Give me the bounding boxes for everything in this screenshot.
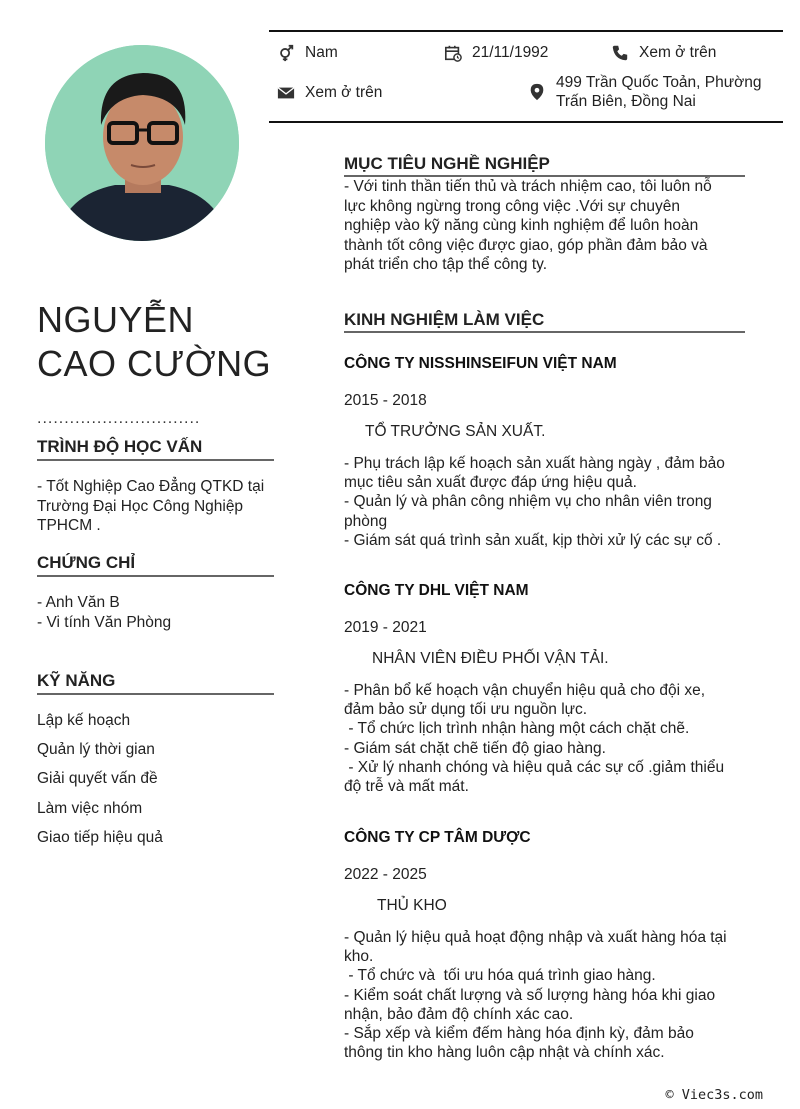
- education-line: TPHCM .: [37, 517, 101, 534]
- footer-credit[interactable]: © Viec3s.com: [665, 1087, 763, 1103]
- certificates-section: [37, 552, 274, 632]
- full-name: [37, 298, 271, 386]
- mail-icon: [276, 83, 296, 103]
- certificates-title: CHỨNG CHỈ: [37, 552, 274, 577]
- job-duty-line: nhận, bảo đảm độ chính xác cao.: [344, 1005, 574, 1023]
- objective-line: nghiệp vào kỹ năng cùng kinh nghiệm để luôn hoàn: [344, 217, 699, 234]
- email-info: [276, 83, 382, 103]
- skills-title: KỸ NĂNG: [37, 670, 274, 695]
- profile-photo-illustration: [45, 45, 239, 241]
- phone-info: [610, 43, 716, 63]
- job-duty-line: - Quản lý và phân công nhiệm vụ cho nhân viên trong: [344, 493, 712, 511]
- job-years: 2022 - 2025: [344, 866, 427, 883]
- phone-icon: [610, 43, 630, 63]
- birthdate-info: [443, 43, 548, 63]
- skill-item: Giao tiếp hiệu quả: [37, 828, 163, 846]
- objective-line: lực không ngừng trong công việc .Với sự chuyên: [344, 197, 680, 215]
- skill-item: Lập kế hoạch: [37, 712, 131, 729]
- job-duty-line: - Giám sát chặt chẽ tiến độ giao hàng.: [344, 739, 606, 757]
- name-line-1: NGUYỄN: [37, 299, 195, 340]
- experience-section: [344, 309, 745, 333]
- gender-value: Nam: [305, 44, 338, 61]
- email-value: Xem ở trên: [305, 84, 383, 101]
- job-duty-line: thông tin kho hàng luôn cập nhật và chính xác.: [344, 1044, 665, 1062]
- experience-title: KINH NGHIỆM LÀM VIỆC: [344, 309, 745, 333]
- job-duty-line: - Phân bổ kế hoạch vận chuyển hiệu quả cho đội xe,: [344, 682, 706, 699]
- job-duties: [344, 928, 745, 1062]
- objective-text: [344, 177, 745, 275]
- skill-item: Làm việc nhóm: [37, 799, 143, 817]
- job-duty-line: - Giám sát quá trình sản xuất, kịp thời xử lý các sự cố .: [344, 531, 722, 549]
- job-duty-line: phòng: [344, 512, 388, 530]
- gender-info: [276, 43, 338, 63]
- phone-value: Xem ở trên: [639, 44, 717, 61]
- job-duty-line: - Tổ chức lịch trình nhận hàng một cách chặt chẽ.: [344, 720, 690, 738]
- certificate-item: - Anh Văn B: [37, 594, 120, 611]
- job-role: TỔ TRƯỞNG SẢN XUẤT.: [365, 423, 546, 440]
- education-title: TRÌNH ĐỘ HỌC VẤN: [37, 436, 274, 461]
- objective-section: [344, 153, 745, 275]
- objective-line: phát triển cho tập thể công ty.: [344, 256, 548, 273]
- skill-item: Quản lý thời gian: [37, 741, 155, 759]
- calendar-icon: [443, 43, 463, 63]
- education-text: [37, 477, 274, 536]
- job-duties: [344, 454, 745, 550]
- profile-photo: [45, 45, 239, 241]
- birthdate-value: 21/11/1992: [472, 44, 549, 61]
- education-line: Trường Đại Học Công Nghiệp: [37, 497, 244, 515]
- job-duty-line: độ trễ và mất mát.: [344, 778, 469, 796]
- skills-section: [37, 670, 274, 857]
- skill-item: Giải quyết vấn đề: [37, 770, 158, 788]
- job-duty-line: mục tiêu sản xuất được đáp ứng hiệu quả.: [344, 474, 637, 492]
- objective-line: thành tốt công việc được giao, góp phần đảm bảo và: [344, 236, 708, 254]
- address-line-2: Trấn Biên, Đồng Nai: [556, 93, 696, 110]
- job-company: CÔNG TY NISSHINSEIFUN VIỆT NAM: [344, 355, 617, 372]
- job-role: THỦ KHO: [377, 897, 447, 914]
- job-duty-line: đảm bảo sử dụng tối ưu nguồn lực.: [344, 701, 588, 719]
- education-section: [37, 436, 274, 536]
- job-duty-line: - Tổ chức và tối ưu hóa quá trình giao hàng.: [344, 967, 656, 985]
- job-years: 2019 - 2021: [344, 619, 427, 636]
- address-info: [527, 73, 762, 111]
- name-divider-dots: ..............................: [37, 410, 201, 427]
- job-years: 2015 - 2018: [344, 392, 427, 409]
- job-company: CÔNG TY DHL VIỆT NAM: [344, 582, 529, 599]
- contact-info-bar: [269, 30, 783, 123]
- job-duty-line: kho.: [344, 948, 374, 966]
- objective-title: MỤC TIÊU NGHỀ NGHIỆP: [344, 153, 745, 177]
- job-duty-line: - Kiểm soát chất lượng và số lượng hàng hóa khi giao: [344, 986, 716, 1004]
- education-line: - Tốt Nghiệp Cao Đẳng QTKD tại: [37, 478, 265, 495]
- job-duty-line: - Quản lý hiệu quả hoạt động nhập và xuất hàng hóa tại: [344, 929, 727, 946]
- job-duty-line: - Phụ trách lập kế hoạch sản xuất hàng ngày , đảm bảo: [344, 455, 725, 472]
- certificates-text: [37, 593, 274, 632]
- gender-icon: [276, 43, 296, 63]
- skills-list: [37, 711, 274, 847]
- address-value: [556, 73, 762, 111]
- job-duty-line: - Xử lý nhanh chóng và hiệu quả các sự cố .giảm thiểu: [344, 758, 725, 776]
- job-company: CÔNG TY CP TÂM DƯỢC: [344, 829, 531, 846]
- address-line-1: 499 Trần Quốc Toản, Phường: [556, 74, 762, 91]
- job-duties: [344, 681, 745, 796]
- location-icon: [527, 82, 547, 102]
- certificate-item: - Vi tính Văn Phòng: [37, 613, 172, 631]
- name-line-2: CAO CƯỜNG: [37, 343, 272, 384]
- job-role: NHÂN VIÊN ĐIỀU PHỐI VẬN TẢI.: [372, 650, 609, 667]
- job-duty-line: - Sắp xếp và kiểm đếm hàng hóa định kỳ, đảm bảo: [344, 1025, 694, 1043]
- objective-line: - Với tinh thần tiến thủ và trách nhiệm cao, tôi luôn nỗ: [344, 178, 712, 195]
